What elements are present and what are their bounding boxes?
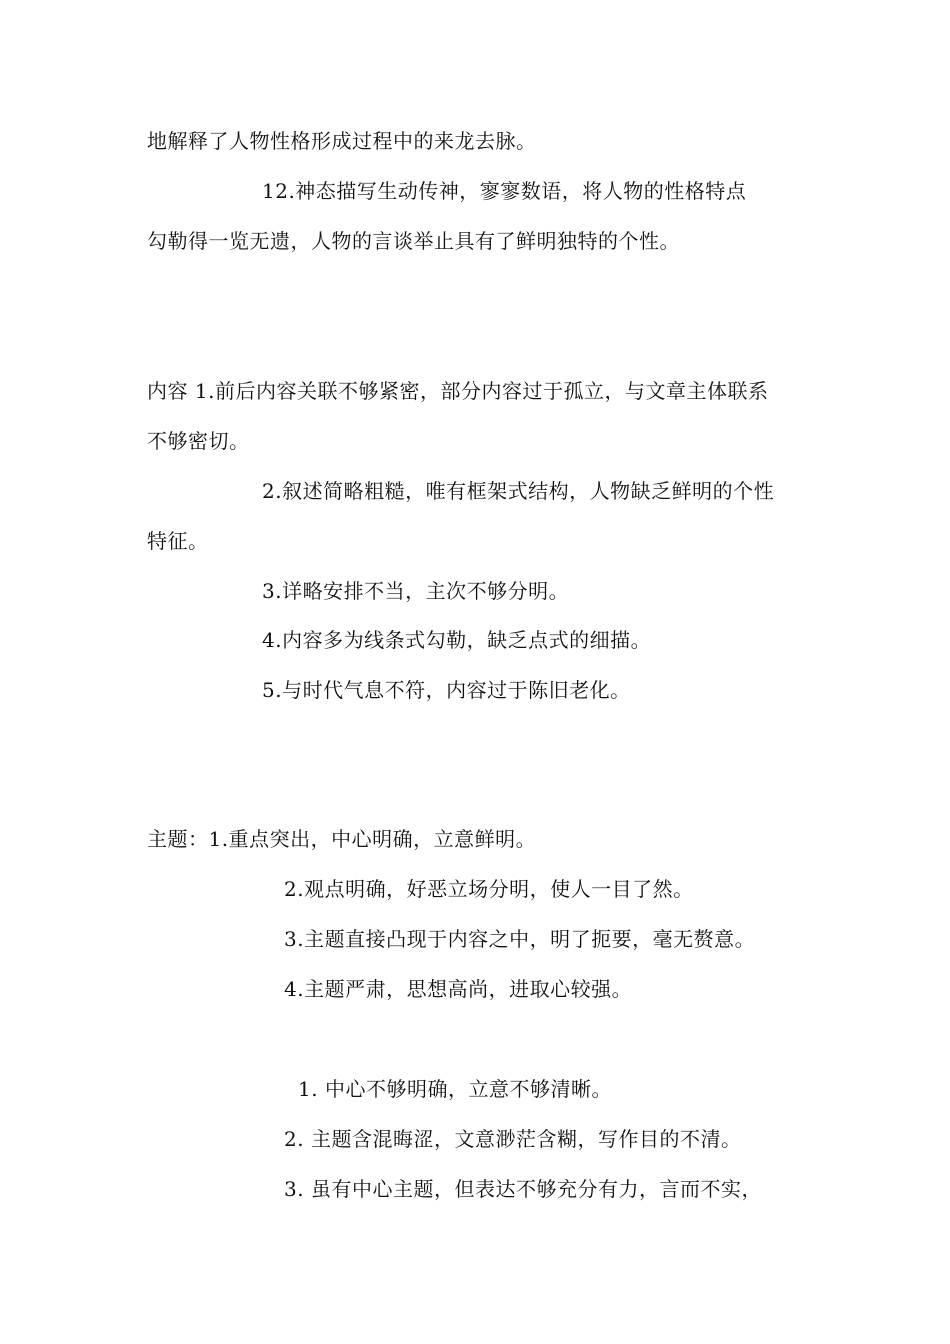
text-line: 4.主题严肃，思想高尚，进取心较强。 [284, 977, 633, 1001]
text-line: 12.神态描写生动传神，寥寥数语，将人物的性格特点 [262, 179, 747, 203]
text-line: 2.观点明确，好恶立场分明，使人一目了然。 [284, 877, 694, 901]
text-line: 地解释了人物性格形成过程中的来龙去脉。 [147, 129, 537, 153]
text-line: 内容 1.前后内容关联不够紧密，部分内容过于孤立，与文章主体联系 [147, 379, 769, 403]
text-line: 3.主题直接凸现于内容之中，明了扼要，毫无赘意。 [284, 927, 756, 951]
text-line: 特征。 [147, 529, 209, 553]
text-line: 4.内容多为线条式勾勒，缺乏点式的细描。 [262, 628, 652, 652]
text-line: 不够密切。 [147, 429, 250, 453]
text-line: 2.叙述简略粗糙，唯有框架式结构，人物缺乏鲜明的个性 [262, 479, 775, 503]
text-line: 5.与时代气息不符，内容过于陈旧老化。 [262, 678, 631, 702]
text-line: 主题：1.重点突出，中心明确，立意鲜明。 [147, 827, 537, 851]
text-line: 3. 虽有中心主题，但表达不够充分有力，言而不实， [284, 1177, 762, 1201]
text-line: 1. 中心不够明确，立意不够清晰。 [298, 1077, 612, 1101]
text-line: 3.详略安排不当，主次不够分明。 [262, 579, 570, 603]
text-line: 2. 主题含混晦涩，文意渺茫含糊，写作目的不清。 [284, 1127, 742, 1151]
text-line: 勾勒得一览无遗，人物的言谈举止具有了鲜明独特的个性。 [147, 229, 680, 253]
